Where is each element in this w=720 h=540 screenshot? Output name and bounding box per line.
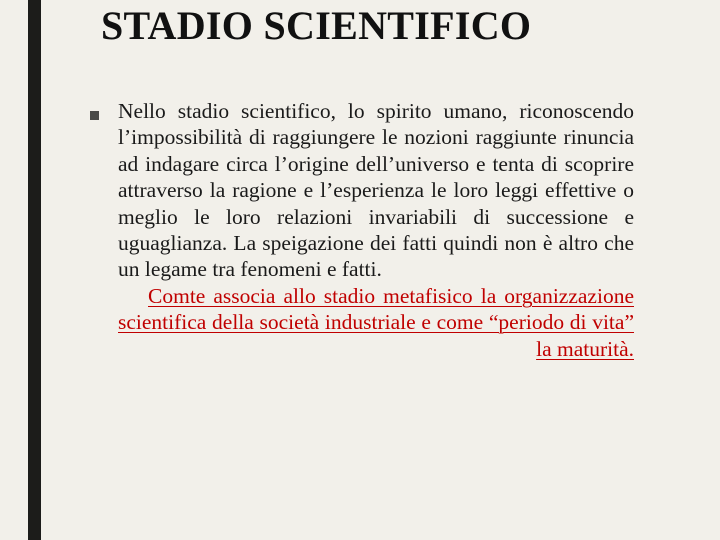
main-paragraph: Nello stadio scientifico, lo spirito umano, riconoscendo l’impossibilità di raggiungere le nozioni raggiunte rinuncia ad indagare circa l’origine dell’universo e tenta di scoprire attraverso la ragione e l’esperienza le loro leggi effettive o meglio le loro relazioni invariabili di successione e uguaglianza. La speigazione dei fatti quindi non è altro che un legame tra fenomeni e fatti. xyxy=(118,99,634,282)
square-bullet-icon xyxy=(90,111,99,120)
slide-body xyxy=(118,98,634,362)
highlighted-paragraph: Comte associa allo stadio metafisico la organizzazione scientifica della società industriale e come “periodo di vita” la maturità. xyxy=(118,283,634,361)
slide-title: STADIO SCIENTIFICO xyxy=(101,3,532,48)
left-accent-bar xyxy=(28,0,41,540)
